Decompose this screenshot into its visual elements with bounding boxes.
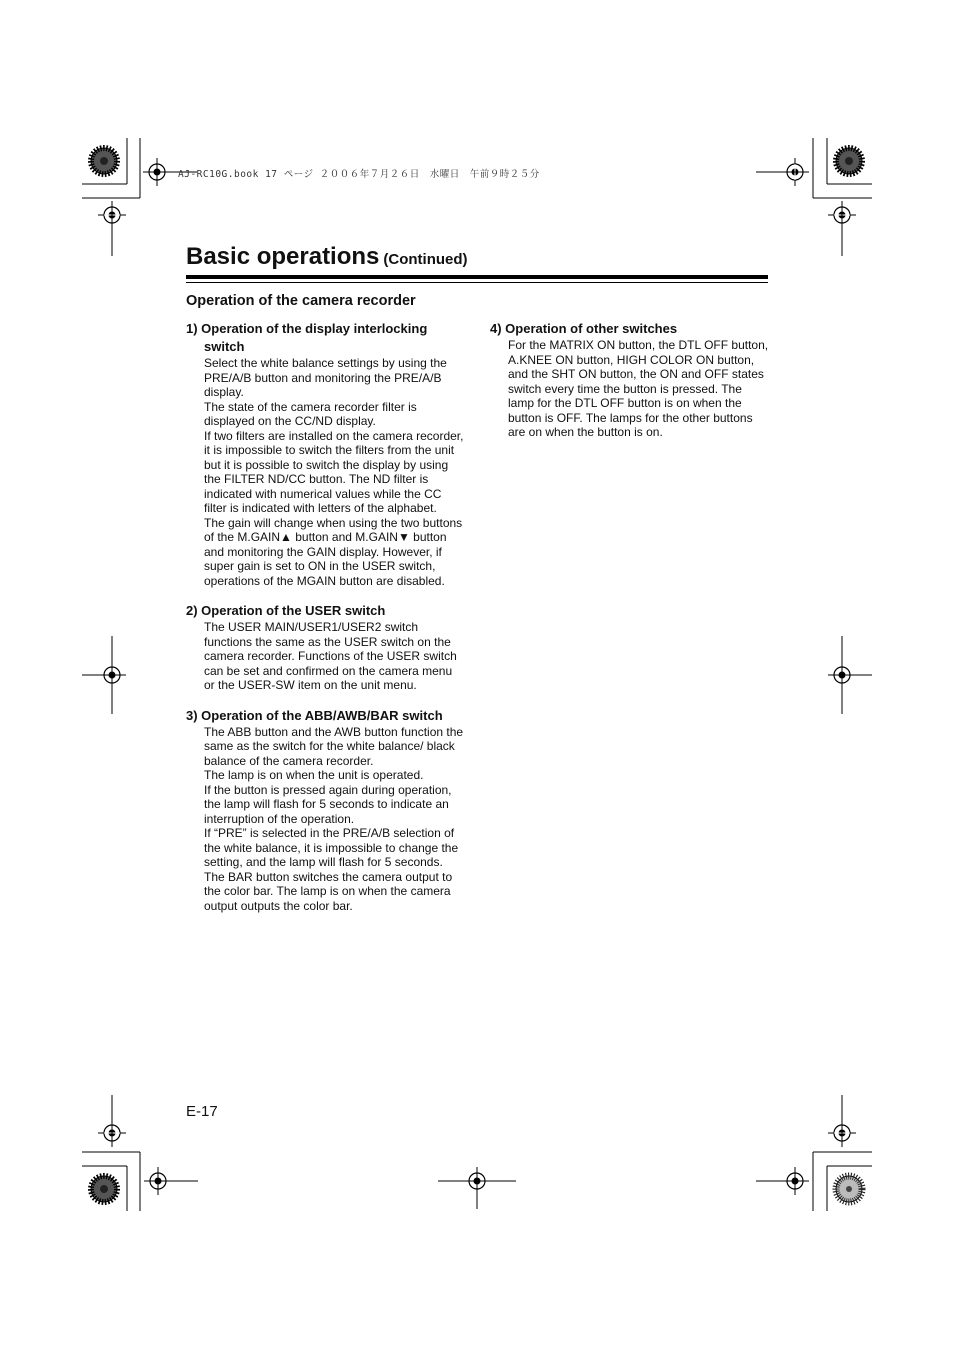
page-number: E-17 — [186, 1103, 218, 1120]
item-heading: 2) Operation of the USER switch — [186, 603, 386, 618]
page-title — [186, 243, 468, 271]
item-heading: 3) Operation of the ABB/AWB/BAR switch — [186, 707, 443, 723]
paragraph: The ABB button and the AWB button function the same as the switch for the white balance/ black balance of the camera recorder. — [204, 724, 464, 768]
paragraph: If “PRE” is selected in the PRE/A/B selection of the white balance, it is impossible to change the setting, and the lamp will flash for 5 seconds. — [204, 826, 459, 869]
item-body — [204, 356, 466, 588]
item-abb-awb-bar — [186, 707, 466, 914]
paragraph: If two filters are installed on the camera recorder, it is impossible to switch the filters from the unit but it is possible to switch the display by using the FILTER ND/CC button. The ND filter is indicated with numerical values while the CC filter is indicated with letters of the alphabet. — [204, 428, 464, 515]
star-target-icon — [91, 148, 117, 174]
item-body — [508, 338, 770, 440]
star-target-icon — [91, 1176, 117, 1202]
paragraph: For the MATRIX ON button, the DTL OFF button, A.KNEE ON button, HIGH COLOR ON button, and the SHT ON button, the ON and OFF states switch every time the button is pressed. The lamp for the DTL OFF button is on when the button is OFF. The lamps for the other buttons are on when the button is on. — [508, 338, 769, 439]
right-column — [490, 320, 770, 454]
left-column — [186, 320, 466, 927]
paragraph: Select the white balance settings by using the PRE/A/B button and monitoring the PRE/A/B display. — [204, 356, 447, 399]
paragraph: The BAR button switches the camera output to the color bar. The lamp is on when the camera output outputs the color bar. — [204, 869, 453, 913]
item-heading: 4) Operation of other switches — [490, 321, 678, 336]
item-body — [204, 725, 466, 914]
paragraph: The state of the camera recorder filter is displayed on the CC/ND display. — [204, 399, 417, 428]
page-title-text: Basic operations — [186, 243, 380, 270]
item-other-switches — [490, 320, 770, 440]
page-title-suffix: (Continued) — [383, 251, 468, 268]
item-display-interlocking — [186, 320, 466, 588]
paragraph: The gain will change when using the two buttons of the M.GAIN▲ button and M.GAIN▼ button and monitoring the GAIN display. However, if super gain is set to ON in the USER switch, operations of the MGAIN button are disabled. — [204, 515, 463, 588]
title-rule-thin — [186, 282, 768, 283]
paragraph: The lamp is on when the unit is operated. — [204, 768, 424, 782]
star-target-icon — [836, 148, 862, 174]
item-heading: 1) Operation of the display interlocking switch — [186, 321, 428, 354]
item-user-switch — [186, 602, 466, 693]
title-rule-thick — [186, 275, 768, 279]
section-title: Operation of the camera recorder — [186, 293, 416, 309]
paragraph: If the button is pressed again during operation, the lamp will flash for 5 seconds to indicate an interruption of the operation. — [204, 782, 452, 826]
item-body — [204, 620, 466, 693]
star-target-icon — [836, 1176, 862, 1202]
print-header-line: AJ-RC10G.book 17 ページ ２００６年７月２６日 水曜日 午前９時２５分 — [178, 169, 540, 180]
paragraph: The USER MAIN/USER1/USER2 switch functions the same as the USER switch on the camera recorder. Functions of the USER switch can be set and confirmed on the camera menu or the USER-SW item on the unit menu. — [204, 620, 457, 692]
